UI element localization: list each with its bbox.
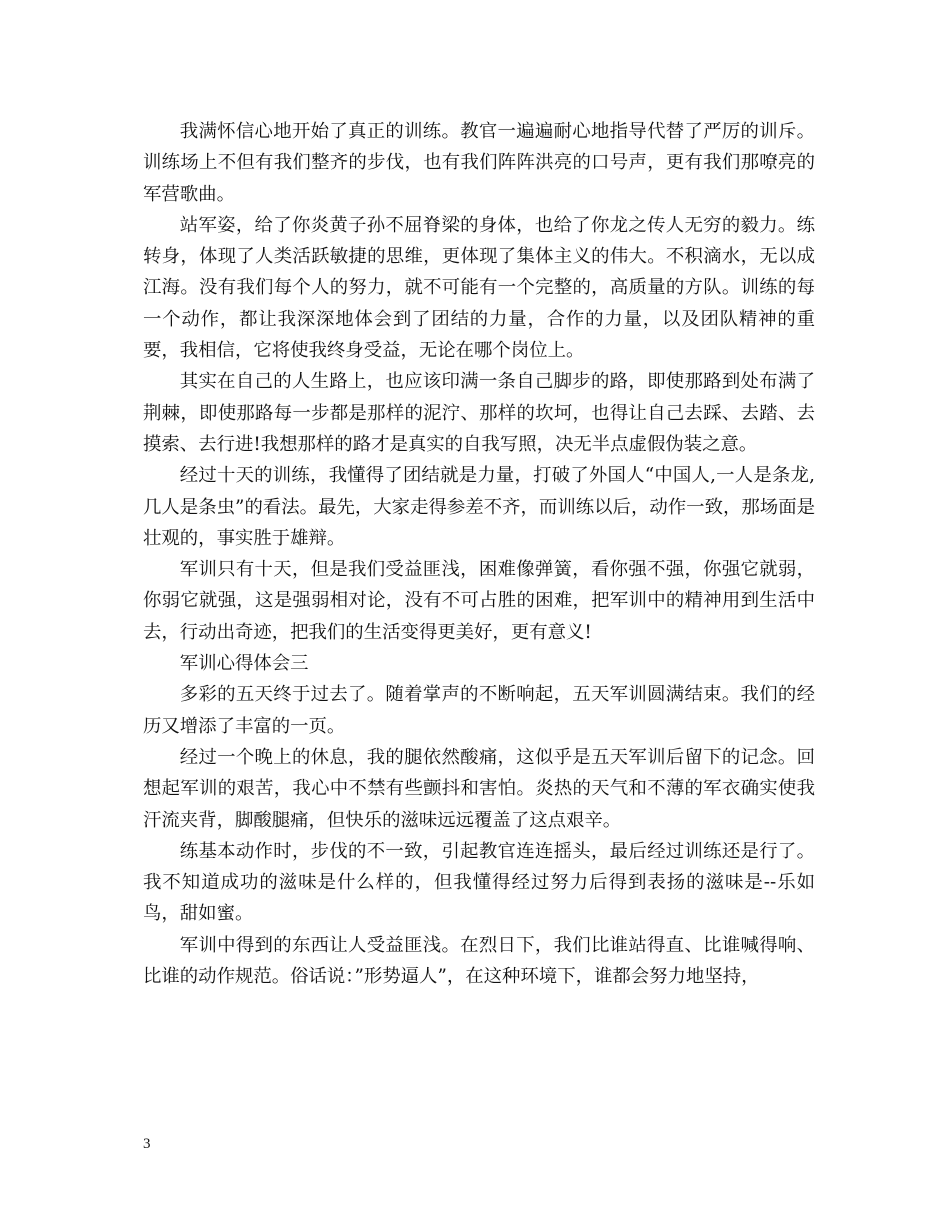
- paragraph-life-road: 其实在自己的人生路上，也应该印满一条自己脚步的路，即使那路到处布满了荆棘，即使那路每一步都是那样的泥泞、那样的坎坷，也得让自己去踩、去踏、去摸索、去行进!我想那样的路才是真实的自我写照，决无半点虚假伪装之意。: [143, 371, 815, 455]
- paragraph-benefit: 军训只有十天，但是我们受益匪浅，困难像弹簧，看你强不强，你强它就弱，你弱它就强，这是强弱相对论，没有不可占胜的困难，把军训中的精神用到生活中去，行动出奇迹，把我们的生活变得更美好，更有意义!: [143, 559, 815, 643]
- paragraph-five-days: 多彩的五天终于过去了。随着掌声的不断响起，五天军训圆满结束。我们的经历又增添了丰富的一页。: [143, 684, 815, 737]
- paragraph-training-start: 我满怀信心地开始了真正的训练。教官一遍遍耐心地指导代替了严厉的训斥。训练场上不但有我们整齐的步伐，也有我们阵阵洪亮的口号声，更有我们那嘹亮的军营歌曲。: [143, 121, 815, 205]
- paragraph-ten-days: 经过十天的训练，我懂得了团结就是力量，打破了外国人“中国人,一人是条龙,几人是条虫”的看法。最先，大家走得参差不齐，而训练以后，动作一致，那场面是壮观的，事实胜于雄辩。: [143, 465, 815, 549]
- paragraph-basic-moves: 练基本动作时，步伐的不一致，引起教官连连摇头，最后经过训练还是行了。我不知道成功的滋味是什么样的，但我懂得经过努力后得到表扬的滋味是--乐如鸟，甜如蜜。: [143, 840, 815, 925]
- body-text: [143, 116, 815, 992]
- paragraph-gains: 军训中得到的东西让人受益匪浅。在烈日下，我们比谁站得直、比谁喊得响、比谁的动作规范。俗话说：”形势逼人”，在这种环境下，谁都会努力地坚持，: [143, 934, 815, 988]
- section-heading: 军训心得体会三: [179, 653, 309, 675]
- paragraph-rest: 经过一个晚上的休息，我的腿依然酸痛，这似乎是五天军训后留下的记念。回想起军训的艰苦，我心中不禁有些颤抖和害怕。炎热的天气和不薄的军衣确实使我汗流夹背，脚酸腿痛，但快乐的滋味远远覆盖了这点艰辛。: [143, 746, 815, 831]
- page-number: 3: [143, 1136, 151, 1152]
- paragraph-standing-posture: 站军姿，给了你炎黄子孙不屈脊梁的身体，也给了你龙之传人无穷的毅力。练转身，体现了人类活跃敏捷的思维，更体现了集体主义的伟大。不积滴水，无以成江海。没有我们每个人的努力，就不可能有一个完整的，高质量的方队。训练的每一个动作，都让我深深地体会到了团结的力量，合作的力量，以及团队精神的重要，我相信，它将使我终身受益，无论在哪个岗位上。: [143, 214, 815, 362]
